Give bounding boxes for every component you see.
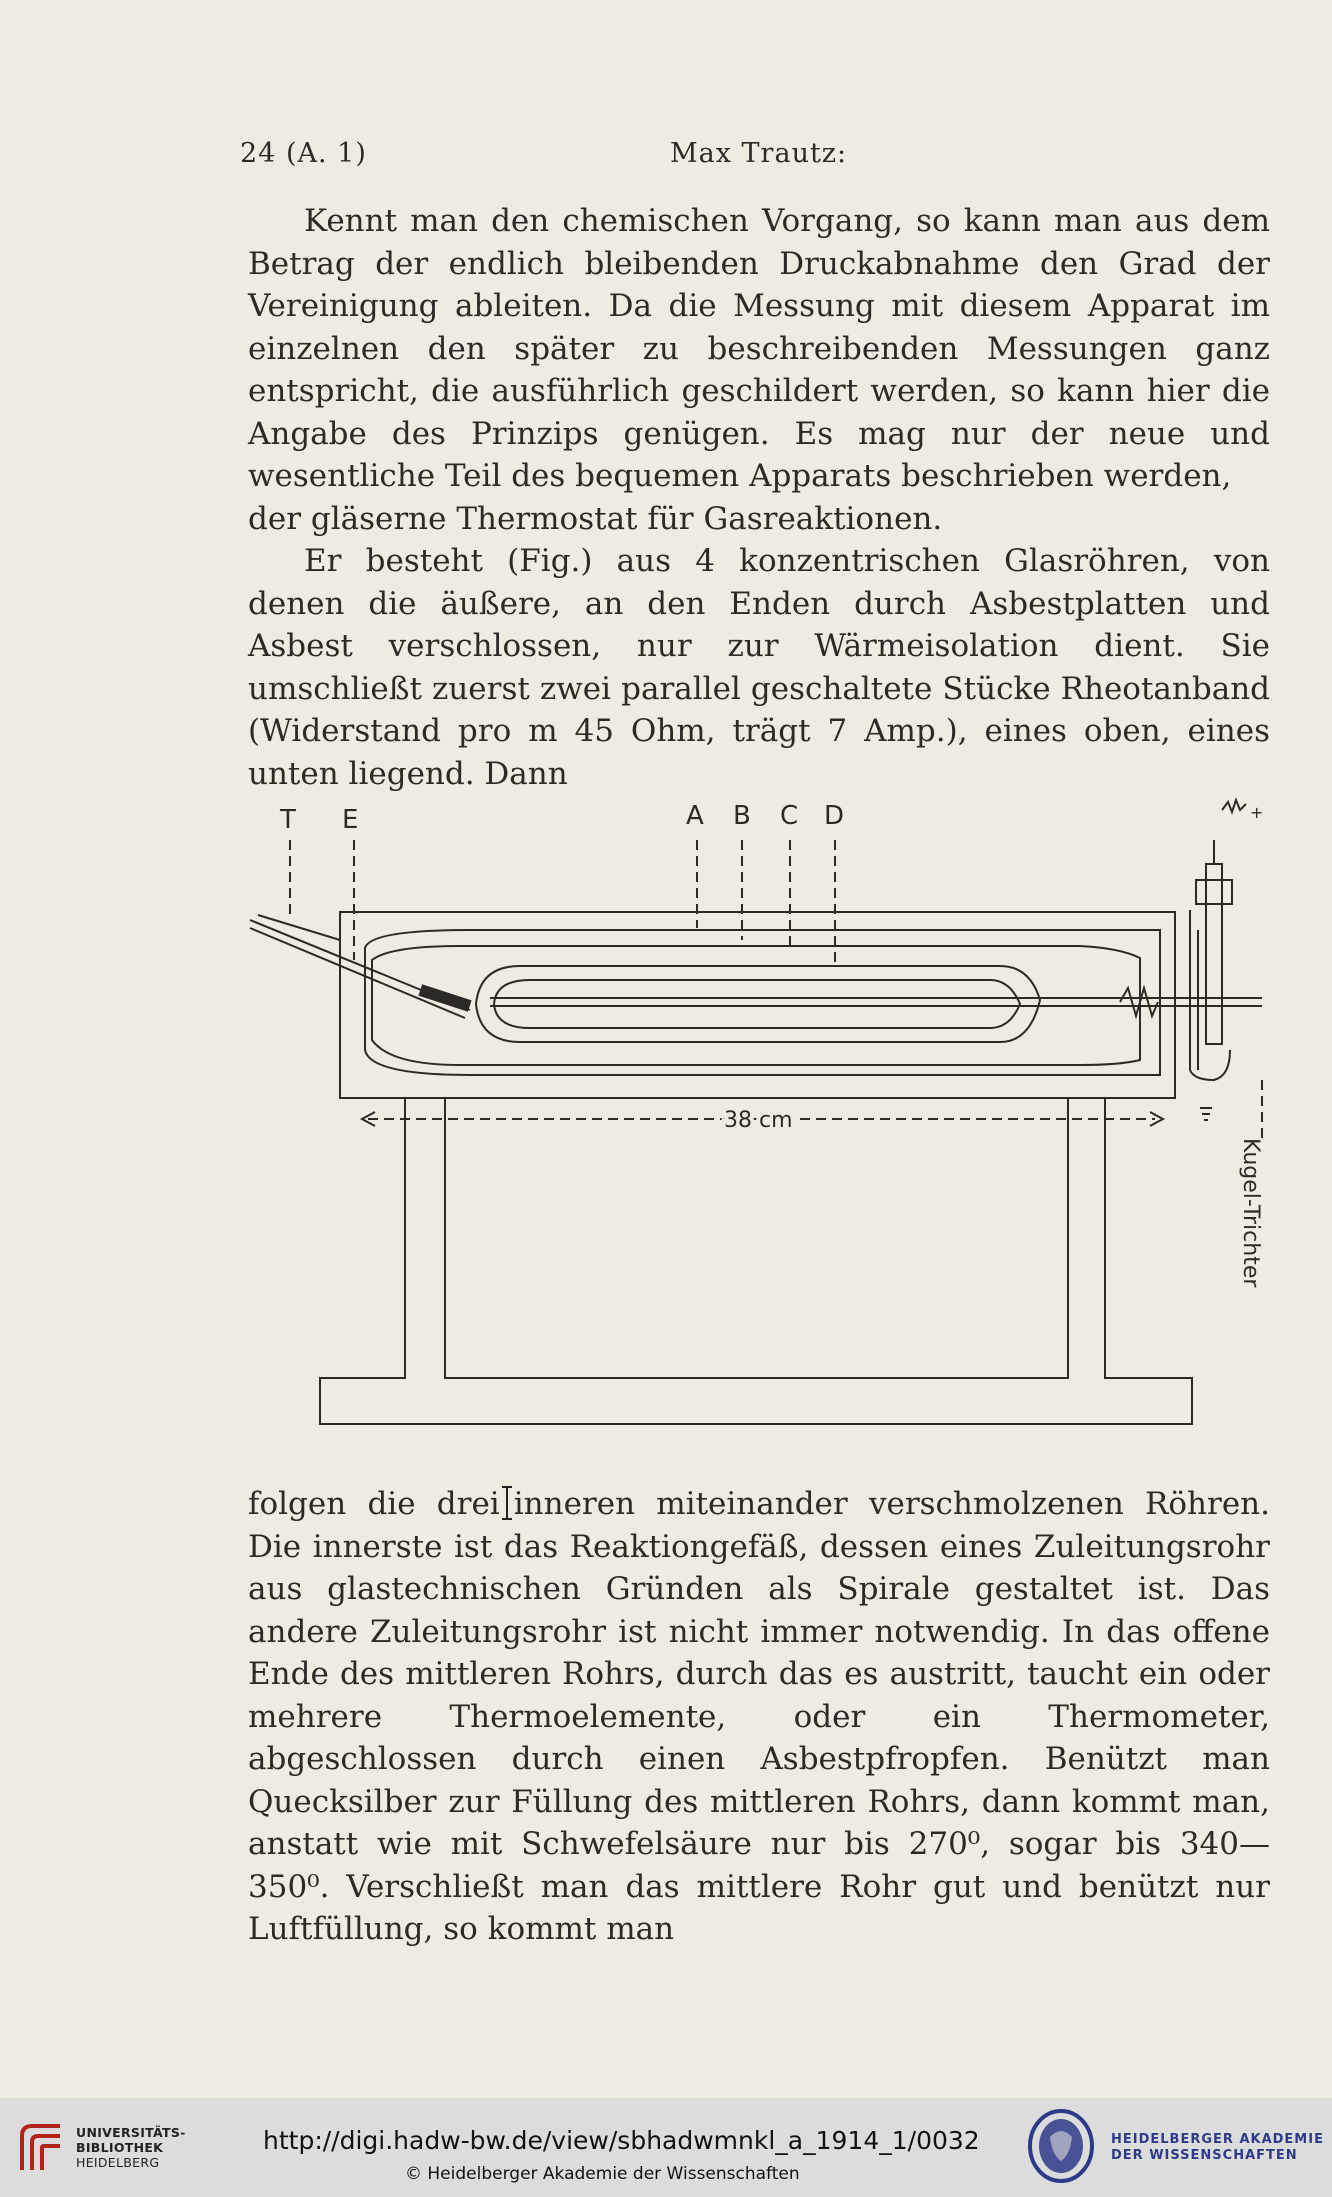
label-d: D [824,801,845,831]
running-title: Max Trautz: [670,138,848,169]
text-cursor-icon [502,1486,512,1520]
dimension-label: 38 cm [724,1108,793,1133]
permalink-url[interactable]: http://digi.hadw-bw.de/view/sbhadwmnkl_a_1914_1/0032 [263,2126,980,2155]
plus-sign: + [1250,803,1264,822]
heating-wire-symbol [1222,800,1246,812]
label-c: C [780,801,799,831]
label-t: T [280,805,296,835]
paragraph-2: Er besteht (Fig.) aus 4 konzentrischen Glasröhren, von denen die äußere, an den Enden durch Asbestplatten und Asbest verschlossen, nur zur Wärmeisolation dient. Sie umschließt zuerst zwei parallel geschaltete Stücke Rheotanband (Widerstand pro m 45 Ohm, trägt 7 Amp.), eines oben, eines unten liegend. Dann [248,543,1270,792]
reaction-vessel-inner [494,980,1020,1028]
academy-name: HEIDELBERGER AKADEMIE DER WISSENSCHAFTEN [1111,2132,1324,2163]
lower-text-block [248,1483,1270,1951]
subheading-line: der gläserne Thermostat für Gasreaktionen. [248,500,943,537]
viewer-footer [0,2098,1332,2197]
paragraph-3-start: folgen die drei [248,1486,500,1522]
running-head [240,138,1270,178]
academy-seal-icon [1026,2107,1096,2185]
page-number: 24 (A. 1) [240,138,367,169]
stand-inner [445,1098,1068,1378]
stand-outer [320,1098,1192,1424]
reaction-vessel [476,966,1040,1042]
label-a: A [686,801,704,831]
label-b: B [733,801,751,831]
university-library-logo-icon [14,2118,68,2178]
apparatus-drawing [0,780,1332,1460]
university-library-name: UNIVERSITÄTS- BIBLIOTHEK HEIDELBERG [76,2125,186,2170]
kugel-trichter-label: Kugel-Trichter [1238,1138,1263,1288]
upper-text-block [248,200,1270,795]
label-e: E [342,805,359,835]
thermostat-figure [0,780,1332,1460]
paragraph-1: Kennt man den chemischen Vorgang, so kann man aus dem Betrag der endlich bleibenden Druckabnahme den Grad der Vereinigung ableiten. Da die Messung mit diesem Apparat im einzelnen den später zu beschreibenden Messungen ganz entspricht, die ausführlich geschildert werden, so kann hier die Angabe des Prinzips genügen. Es mag nur der neue und wesentliche Teil des bequemen Apparats beschrieben werden, [248,203,1270,494]
middle-tube [365,930,1160,1075]
paragraph-3 [248,1483,1270,1951]
paragraph-3-rest: inneren miteinander verschmolzenen Röhren. Die innerste ist das Reaktiongefäß, dessen eines Zuleitungsrohr aus glastechnischen Gründen als Spirale gestaltet ist. Das andere Zuleitungsrohr ist nicht immer notwendig. In das offene Ende des mittleren Rohrs, durch das es austritt, taucht ein oder mehrere Thermoelemente, oder ein Thermometer, abgeschlossen durch einen Asbestpfropfen. Benützt man Quecksilber zur Füllung des mittleren Rohrs, dann kommt man, anstatt wie mit Schwefelsäure nur bis 270⁰, sogar bis 340—350⁰. Verschließt man das mittlere Rohr gut und benützt nur Luftfüllung, so kommt man [248,1486,1270,1947]
copyright-notice: © Heidelberger Akademie der Wissenschaften [405,2164,800,2184]
